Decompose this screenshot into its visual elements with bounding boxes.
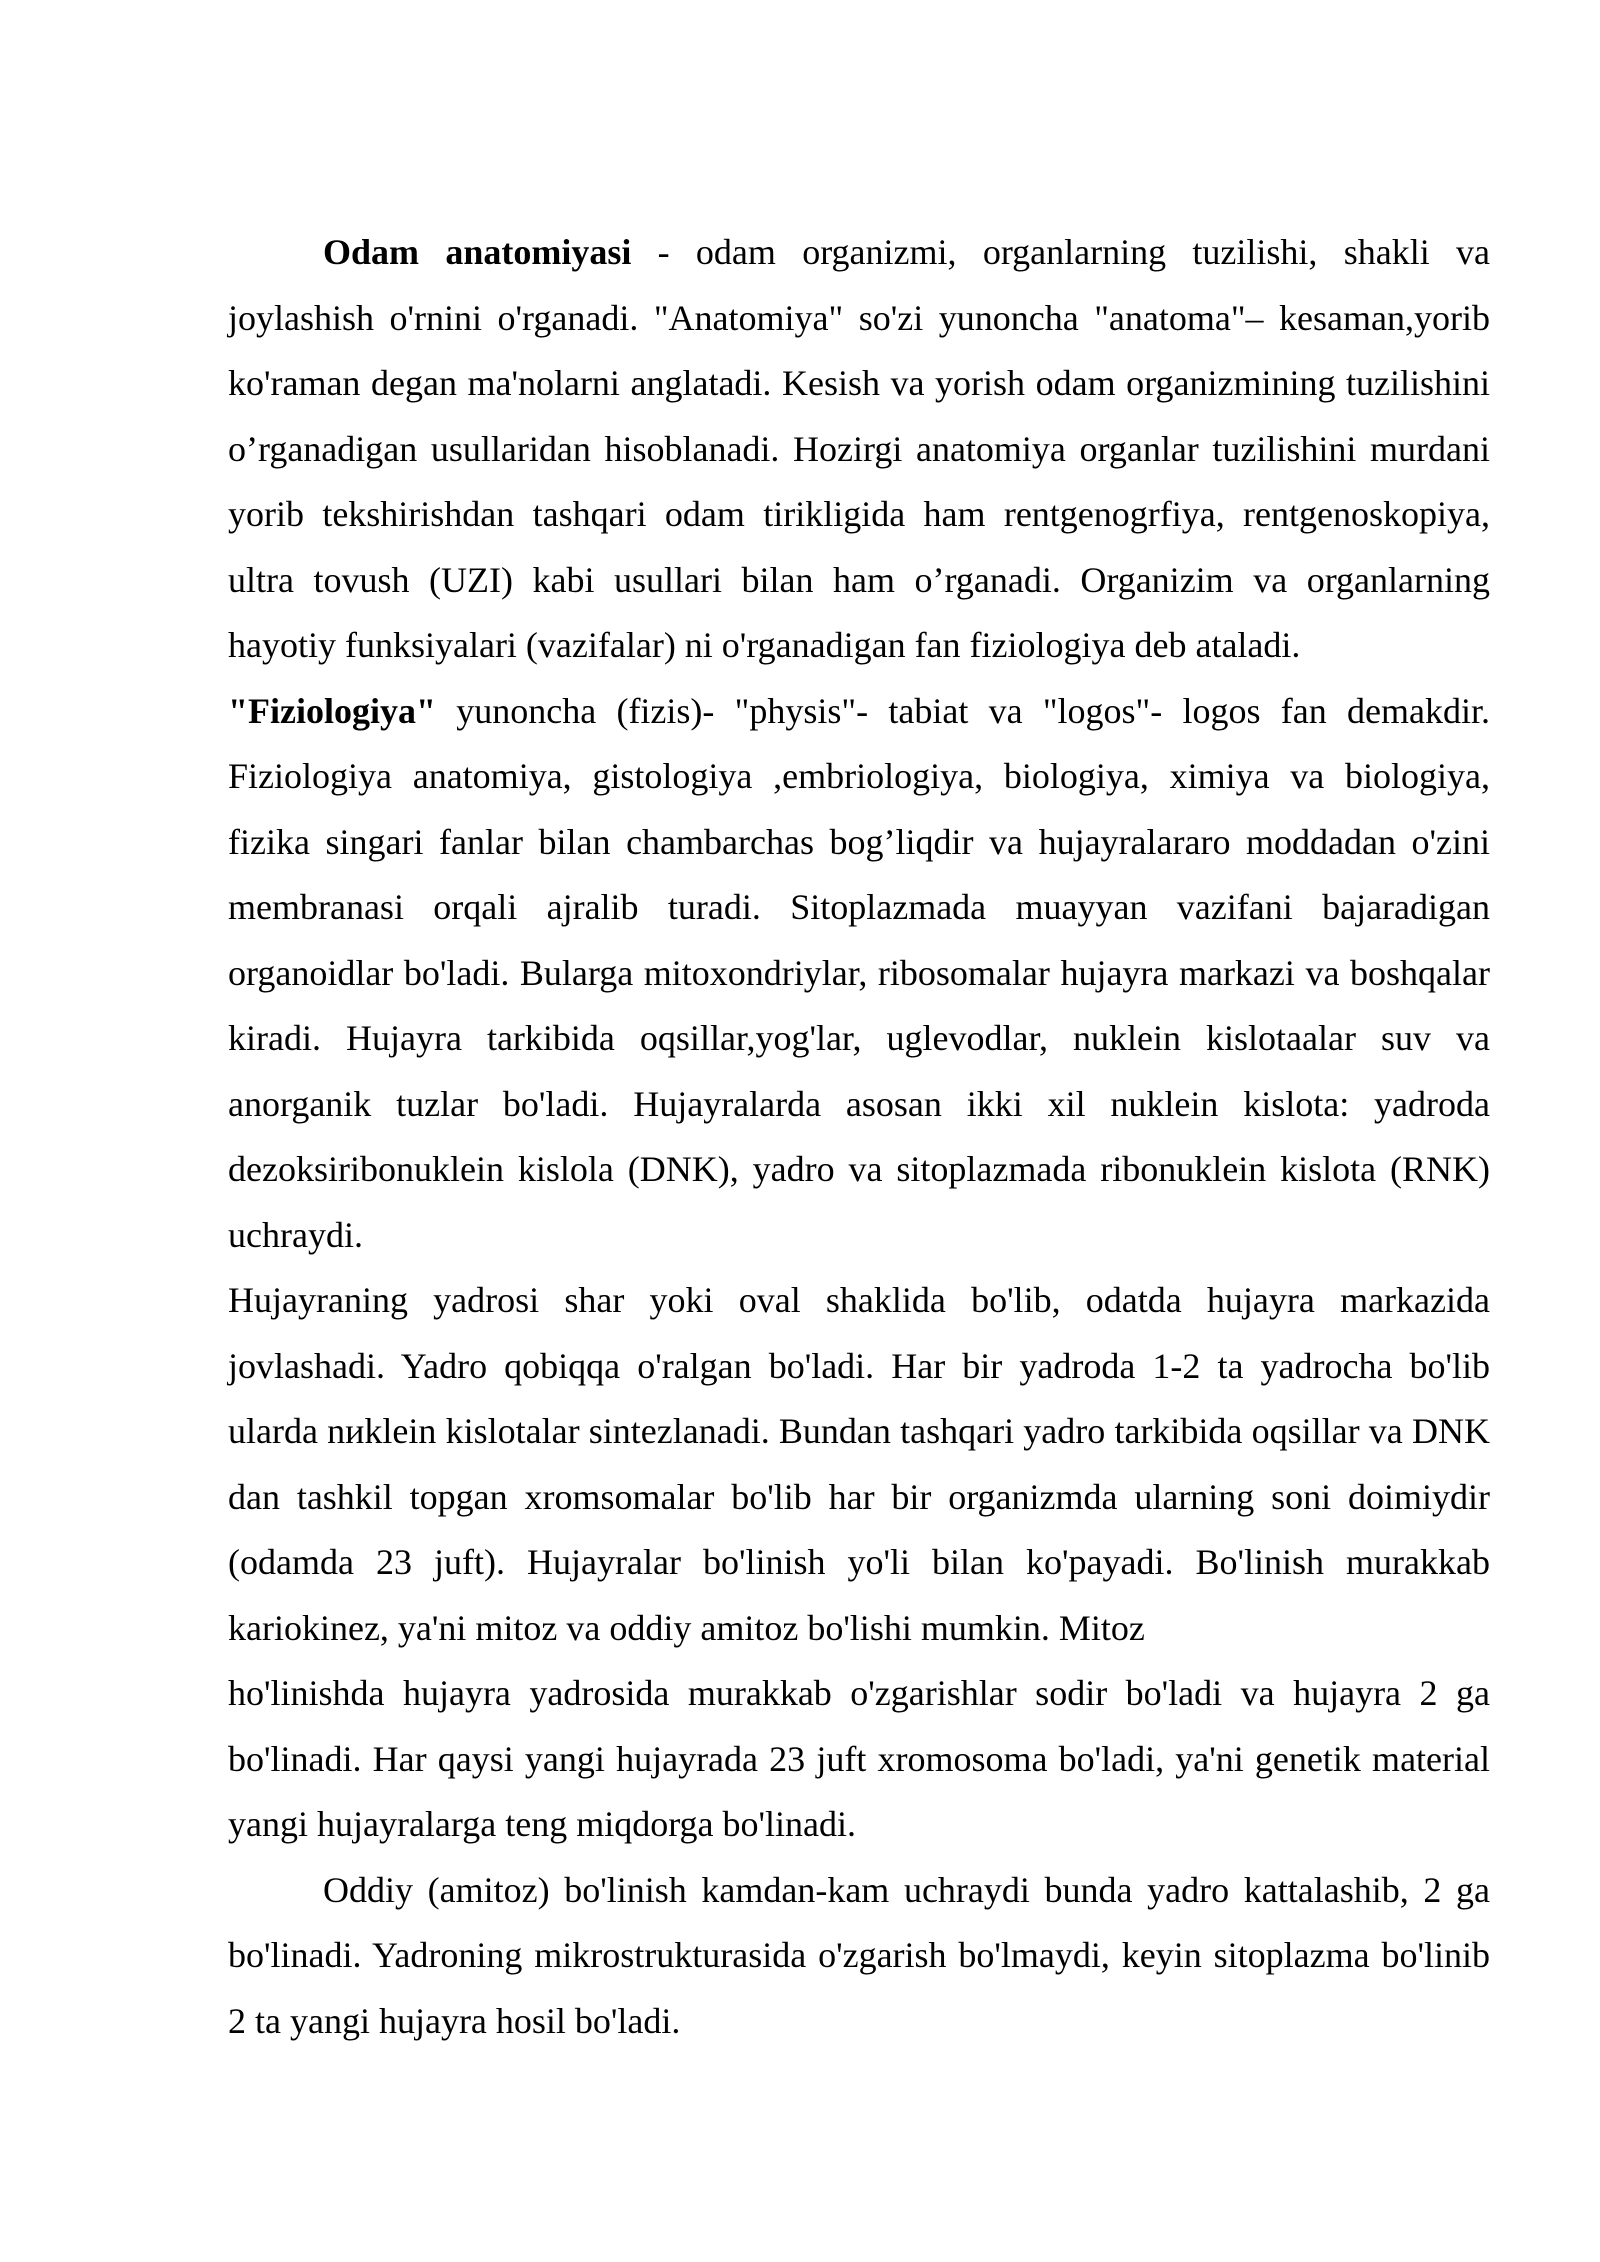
term-fiziologiya: "Fiziologiya" (228, 690, 436, 731)
paragraph-text: ho'linishda hujayra yadrosida murakkab o'zgarishlar sodir bo'ladi va hujayra 2 ga bo'linadi. Har qaysi yangi hujayrada 23 juft xromosoma bo'ladi, ya'ni genetik material yangi hujayralarga teng miqdorga bo'linadi. (228, 1673, 1490, 1844)
paragraph-text: Oddiy (amitoz) bo'linish kamdan-kam uchraydi bunda yadro kattalashib, 2 ga bo'linadi. Yadroning mikrostrukturasida o'zgarish bo'lmaydi, keyin sitoplazma bo'linib 2 ta yangi hujayra hosil bo'ladi. (228, 1869, 1490, 2041)
paragraph-mitosis (228, 1661, 1490, 1858)
paragraph-amitosis (228, 1858, 1490, 2055)
paragraph-text: Hujayraning yadrosi shar yoki oval shaklida bo'lib, odatda hujayra markazida jovlashadi. Yadro qobiqqa o'ralgan bo'ladi. Har bir yadroda 1-2 ta yadrocha bo'lib ularda nиklein kislotalar sintezlanadi. Bundan tashqari yadro tarkibida oqsillar va DNK dan tashkil topgan xromsomalar bo'lib har bir organizmda ularning soni doimiydir (odamda 23 juft). Hujayralar bo'linish yo'li bilan ko'payadi. Bo'linish murakkab kariokinez, ya'ni mitoz va oddiy amitoz bo'lishi mumkin. Mitoz (228, 1280, 1490, 1648)
paragraph-text: yunoncha (fizis)- "physis"- tabiat va "logos"- logos fan demakdir. Fiziologiya anatomiya, gistologiya ,embriologiya, biologiya, ximiya va biologiya, fizika singari fanlar bilan chambarchas bog’liqdir va hujayralararo moddadan o'zini membranasi orqali ajralib turadi. Sitoplazmada muayyan vazifani bajaradigan organoidlar bo'ladi. Bularga mitoxondriylar, ribosomalar hujayra markazi va boshqalar kiradi. Hujayra tarkibida oqsillar,yog'lar, uglevodlar, nuklein kislotaalar suv va anorganik tuzlar bo'ladi. Hujayralarda asosan ikki xil nuklein kislota: yadroda dezoksiribonuklein kislola (DNK), yadro va sitoplazmada ribonuklein kislota (RNK) uchraydi. (228, 690, 1490, 1255)
paragraph-physiology (228, 679, 1490, 1269)
term-odam-anatomiyasi: Odam anatomiyasi (323, 232, 632, 272)
paragraph-nucleus (228, 1268, 1490, 1661)
document-page (228, 220, 1490, 2054)
paragraph-anatomy (228, 220, 1490, 679)
paragraph-text: - odam organizmi, organlarning tuzilishi, shakli va joylashish o'rnini o'rganadi. "Anatomiya" so'zi yunoncha "anatoma"– kesaman,yorib ko'raman degan ma'nolarni anglatadi. Kesish va yorish odam organizmining tuzilishini o’rganadigan usullaridan hisoblanadi. Hozirgi anatomiya organlar tuzilishini murdani yorib tekshirishdan tashqari odam tirikligida ham rentgenogrfiya, rentgenoskopiya, ultra tovush (UZI) kabi usullari bilan ham o’rganadi. Organizim va organlarning hayotiy funksiyalari (vazifalar) ni o'rganadigan fan fiziologiya deb ataladi. (228, 232, 1490, 665)
